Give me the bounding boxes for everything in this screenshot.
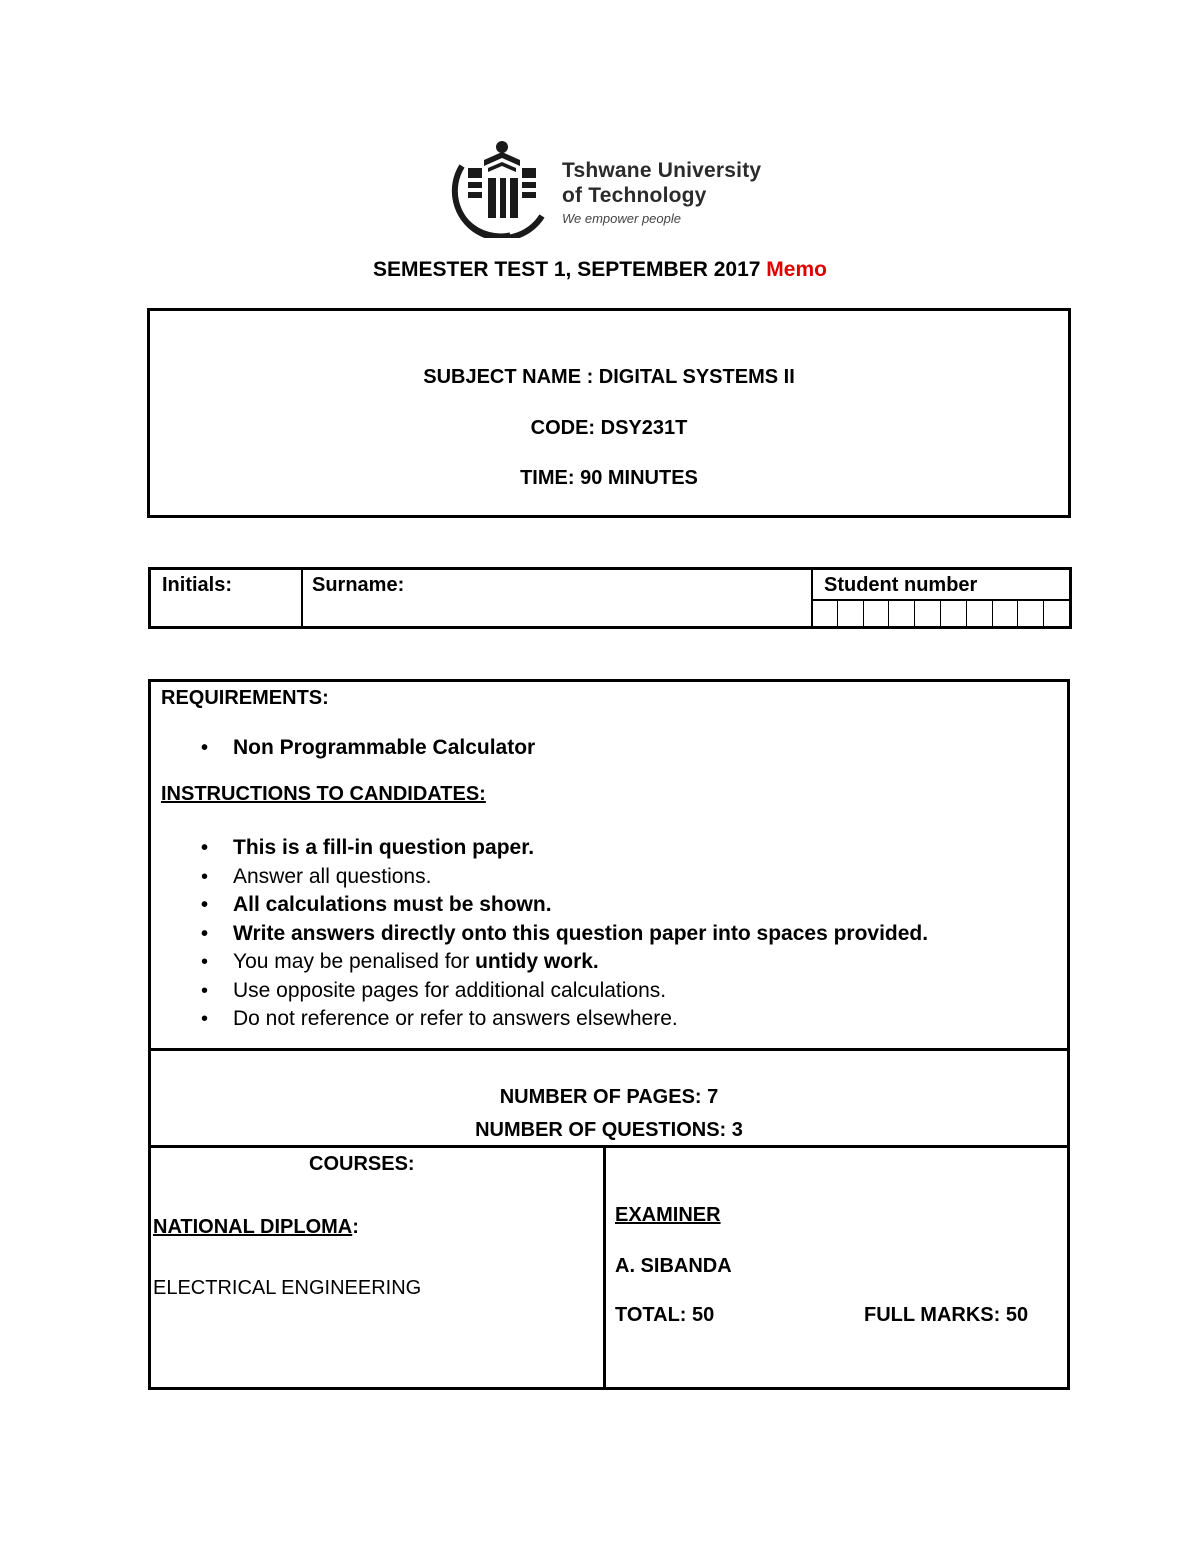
- list-item: • All calculations must be shown.: [201, 891, 928, 920]
- courses-column: [151, 1148, 603, 1387]
- courses-heading: COURSES:: [309, 1153, 415, 1175]
- list-item: • Write answers directly onto this question paper into spaces provided.: [201, 920, 928, 949]
- field-of-study: ELECTRICAL ENGINEERING: [153, 1277, 422, 1299]
- student-number-cell[interactable]: [1017, 600, 1018, 626]
- list-item: • Non Programmable Calculator: [201, 734, 535, 763]
- initials-label: Initials:: [162, 574, 233, 596]
- student-number-cell[interactable]: [837, 600, 838, 626]
- list-item: • You may be penalised for untidy work.: [201, 948, 928, 977]
- counts-box: [148, 1048, 1070, 1148]
- student-number-cell[interactable]: [966, 600, 967, 626]
- student-number-cell[interactable]: [914, 600, 915, 626]
- list-item: • This is a fill-in question paper.: [201, 834, 928, 863]
- page-title: [0, 258, 1200, 282]
- logo-tagline: We empower people: [562, 211, 681, 226]
- student-number-cell[interactable]: [992, 600, 993, 626]
- student-number-cell[interactable]: [888, 600, 889, 626]
- memo-label: Memo: [766, 258, 827, 281]
- courses-examiner-box: [148, 1145, 1070, 1390]
- requirements-heading: REQUIREMENTS:: [161, 687, 329, 709]
- divider: [301, 570, 303, 626]
- examiner-heading: EXAMINER: [615, 1204, 721, 1226]
- instructions-heading: INSTRUCTIONS TO CANDIDATES:: [161, 783, 486, 805]
- requirements-list: [201, 734, 535, 763]
- student-number-cell[interactable]: [940, 600, 941, 626]
- list-item: • Answer all questions.: [201, 863, 928, 892]
- requirements-box: [148, 679, 1070, 1051]
- student-number-label: Student number: [824, 574, 978, 596]
- list-item: • Use opposite pages for additional calculations.: [201, 977, 928, 1006]
- tut-logo-icon: [450, 138, 554, 238]
- number-of-pages: NUMBER OF PAGES: 7: [499, 1086, 719, 1108]
- surname-label: Surname:: [312, 574, 405, 596]
- university-logo: [450, 138, 770, 238]
- student-details-table: [148, 567, 1072, 629]
- full-marks: FULL MARKS: 50: [864, 1304, 1029, 1326]
- diploma-label: NATIONAL DIPLOMA: [153, 1216, 353, 1238]
- subject-name: SUBJECT NAME : DIGITAL SYSTEMS II: [423, 366, 795, 388]
- subject-code: CODE: DSY231T: [530, 417, 688, 439]
- subject-time: TIME: 90 MINUTES: [520, 467, 698, 489]
- examiner-name: A. SIBANDA: [615, 1255, 732, 1277]
- instructions-list: [201, 834, 928, 1034]
- number-of-questions: NUMBER OF QUESTIONS: 3: [475, 1119, 743, 1141]
- student-number-cell[interactable]: [863, 600, 864, 626]
- list-item: • Do not reference or refer to answers elsewhere.: [201, 1005, 928, 1034]
- total-marks: TOTAL: 50: [615, 1304, 715, 1326]
- student-number-cell[interactable]: [1043, 600, 1044, 626]
- diploma-line: NATIONAL DIPLOMA:: [153, 1216, 359, 1238]
- subject-box: [147, 308, 1071, 518]
- logo-name: Tshwane University of Technology: [562, 159, 762, 207]
- examiner-column: [603, 1148, 1067, 1387]
- divider: [811, 570, 813, 626]
- title-main: SEMESTER TEST 1, SEPTEMBER 2017: [373, 258, 761, 281]
